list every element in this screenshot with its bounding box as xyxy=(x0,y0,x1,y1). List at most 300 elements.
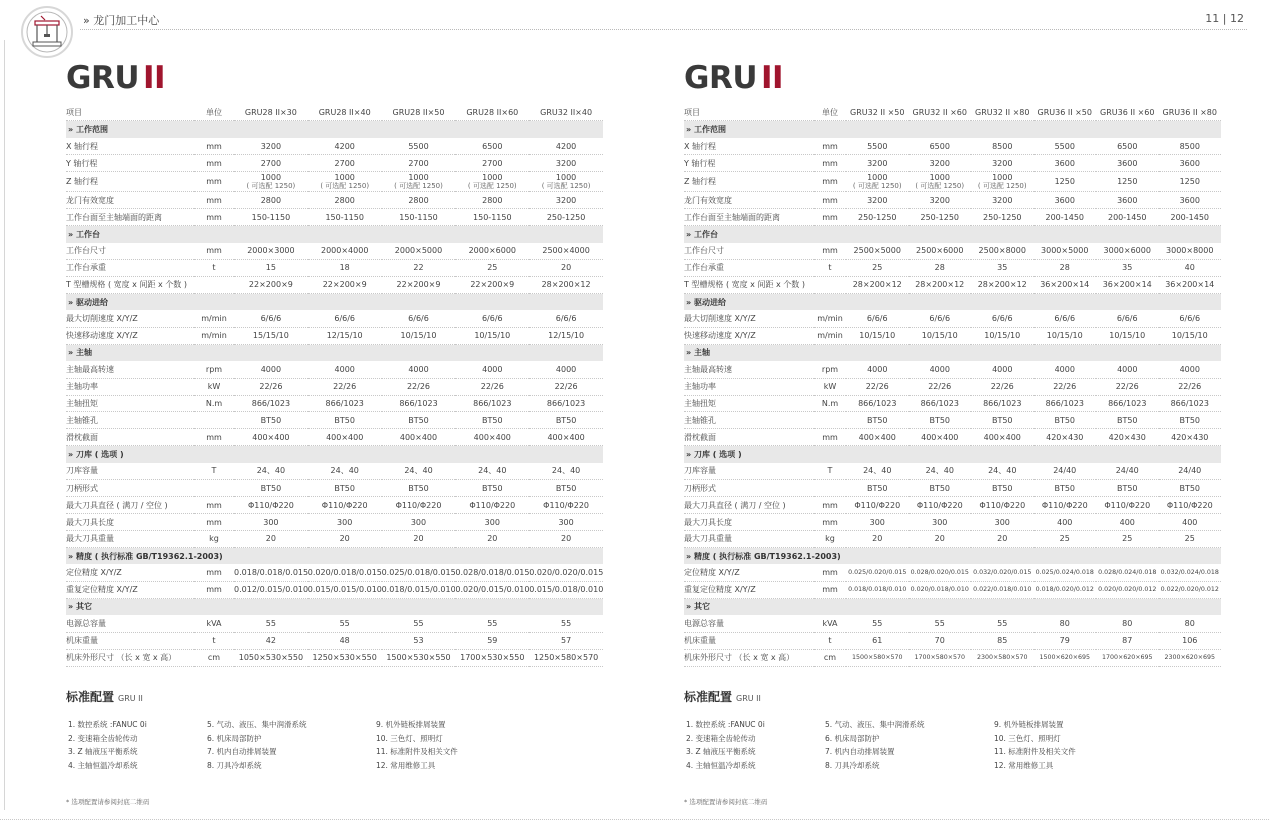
spec-label: 主轴扭矩 xyxy=(66,395,194,412)
spec-value-text: 0.020/0.020/0.012 xyxy=(1098,586,1157,594)
table-row xyxy=(66,514,603,531)
column-header: 单位 xyxy=(814,104,846,121)
spec-value-note: ( 可选配 1250) xyxy=(394,181,443,190)
spec-value-text: 4000 xyxy=(408,364,429,374)
spec-value-text: 866/1023 xyxy=(473,398,512,408)
table-row xyxy=(684,615,1221,632)
spec-label: 最大切削速度 X/Y/Z xyxy=(66,310,194,327)
spec-value-text: Φ110/Φ220 xyxy=(247,500,294,510)
spec-value xyxy=(1034,531,1097,548)
table-row xyxy=(684,327,1221,344)
spec-value xyxy=(455,632,529,649)
std-config-title xyxy=(684,688,761,705)
section-label: » 主轴 xyxy=(684,344,1221,361)
spec-unit: kg xyxy=(814,531,846,548)
spec-value-text: 36×200×14 xyxy=(1165,280,1215,290)
spec-value-text: 24、40 xyxy=(551,466,581,476)
spec-value-text: 24、40 xyxy=(863,466,892,476)
spec-value-text: 2000×3000 xyxy=(247,246,295,256)
table-row xyxy=(66,138,603,155)
table-row xyxy=(684,395,1221,412)
spec-label: X 轴行程 xyxy=(684,138,814,155)
spec-value xyxy=(971,192,1034,209)
spec-value-text: 55 xyxy=(934,618,945,628)
spec-value-text: 22/26 xyxy=(480,382,504,392)
spec-label: 工作台面至主轴端面的距离 xyxy=(684,209,814,226)
spec-value xyxy=(529,615,603,632)
spec-value xyxy=(1096,192,1159,209)
table-row xyxy=(66,429,603,446)
table-row xyxy=(684,260,1221,277)
spec-value xyxy=(529,531,603,548)
spec-value xyxy=(1159,395,1222,412)
spec-value-text: 3600 xyxy=(1179,158,1200,168)
spec-value xyxy=(308,412,382,429)
table-row xyxy=(66,209,603,226)
spec-value xyxy=(382,138,456,155)
spec-value xyxy=(846,564,909,581)
spec-value xyxy=(909,531,972,548)
spec-value xyxy=(455,531,529,548)
spec-value xyxy=(846,497,909,514)
spec-value xyxy=(846,327,909,344)
spec-value xyxy=(234,378,308,395)
spec-value xyxy=(1096,138,1159,155)
spec-value xyxy=(382,155,456,172)
spec-value xyxy=(1159,615,1222,632)
spec-value-text: 24、40 xyxy=(404,466,433,476)
spec-value-text: Φ110/Φ220 xyxy=(979,500,1026,510)
spec-value xyxy=(308,260,382,277)
spec-value-text: Φ110/Φ220 xyxy=(916,500,963,510)
section-header-row xyxy=(66,121,603,138)
section-label: » 工作台 xyxy=(66,226,603,243)
spec-value-text: 1700×530×550 xyxy=(460,653,525,663)
spec-value xyxy=(909,155,972,172)
spec-value-text: 1000 xyxy=(555,172,577,182)
spec-value-text: 300 xyxy=(932,517,948,527)
spec-label: Y 轴行程 xyxy=(66,155,194,172)
page-numbers: 11 | 12 xyxy=(1205,12,1244,25)
spec-value xyxy=(382,480,456,497)
spec-value-text: BT50 xyxy=(929,415,951,425)
spec-value-text: 3200 xyxy=(867,158,888,168)
spec-value-text: 3200 xyxy=(929,195,950,205)
spec-value xyxy=(1034,209,1097,226)
spec-value-text: 0.025/0.020/0.015 xyxy=(848,569,907,577)
title-roman: II xyxy=(761,60,784,96)
spec-value-text: 0.018/0.020/0.012 xyxy=(1035,586,1094,594)
spec-value-text: 20 xyxy=(265,534,276,544)
spec-value xyxy=(1159,327,1222,344)
spec-label: 主轴最高转速 xyxy=(684,361,814,378)
spec-value xyxy=(529,564,603,581)
spec-value-text: 106 xyxy=(1182,636,1198,646)
table-row xyxy=(684,378,1221,395)
table-row xyxy=(66,463,603,480)
spec-value xyxy=(846,192,909,209)
spec-value-text: 20 xyxy=(934,534,945,544)
spec-value xyxy=(455,276,529,293)
table-row xyxy=(684,581,1221,598)
spec-value-text: BT50 xyxy=(1116,483,1138,493)
spec-value xyxy=(382,378,456,395)
spec-value-text: 55 xyxy=(487,618,498,628)
spec-unit: m/min xyxy=(194,327,234,344)
spec-label: 龙门有效宽度 xyxy=(66,192,194,209)
spec-value-text: 3600 xyxy=(1054,158,1075,168)
spec-value-text: 300 xyxy=(994,517,1010,527)
spec-value xyxy=(909,581,972,598)
spec-value-text: 28 xyxy=(1059,263,1070,273)
spec-value xyxy=(971,480,1034,497)
spec-value xyxy=(234,632,308,649)
spec-value-note: ( 可选配 1250) xyxy=(246,181,296,190)
spec-label: 主轴功率 xyxy=(66,378,194,395)
spec-value-text: 2800 xyxy=(482,195,503,205)
spec-value xyxy=(1034,514,1097,531)
std-config-item: 5. 气动、液压、集中润滑系统 xyxy=(207,720,307,729)
spec-value xyxy=(308,209,382,226)
breadcrumb: » 龙门加工中心 xyxy=(83,14,160,27)
spec-label: 刀柄形式 xyxy=(66,480,194,497)
spec-value xyxy=(1159,260,1222,277)
std-config-heading: 标准配置 xyxy=(684,690,733,704)
spec-value-note: ( 可选配 1250) xyxy=(320,181,370,190)
std-config-item: 11. 标准附件及相关文件 xyxy=(994,747,1076,757)
spec-value xyxy=(1096,395,1159,412)
spec-label: 机床外形尺寸 （长 x 宽 x 高） xyxy=(684,649,814,666)
spec-value-text: 3200 xyxy=(260,141,282,151)
spec-value xyxy=(455,361,529,378)
spec-value xyxy=(846,463,909,480)
spec-value-text: 22×200×9 xyxy=(248,280,293,290)
spec-value-text: 2500×4000 xyxy=(542,246,590,256)
spec-unit: rpm xyxy=(814,361,846,378)
spec-value xyxy=(1096,412,1159,429)
spec-value xyxy=(308,192,382,209)
table-row xyxy=(684,243,1221,260)
spec-value xyxy=(1034,378,1097,395)
spec-value-text: 36×200×14 xyxy=(1102,280,1152,290)
section-header-row xyxy=(684,344,1221,361)
spec-value xyxy=(455,260,529,277)
spec-value-text: 6/6/6 xyxy=(866,314,888,324)
spec-value-text: 1500×620×695 xyxy=(1039,654,1091,662)
spec-value-text: 3200 xyxy=(867,195,888,205)
spec-value-text: 80 xyxy=(1059,618,1070,628)
spec-value xyxy=(308,581,382,598)
std-config-item: 11. 标准附件及相关文件 xyxy=(376,747,458,757)
spec-value xyxy=(971,632,1034,649)
spec-value-text: 42 xyxy=(265,636,276,646)
spec-value-text: 400×400 xyxy=(326,432,364,442)
spec-unit: mm xyxy=(194,514,234,531)
section-header-row xyxy=(66,226,603,243)
spec-value-text: 3200 xyxy=(992,158,1013,168)
spec-value-text: 250-1250 xyxy=(982,212,1022,222)
spec-value xyxy=(234,531,308,548)
spec-value xyxy=(846,395,909,412)
spec-value-text: 55 xyxy=(872,618,883,628)
std-config-item: 10. 三色灯、照明灯 xyxy=(376,733,443,743)
model-column-header: GRU36 II ×80 xyxy=(1159,104,1222,121)
spec-value xyxy=(1034,155,1097,172)
model-column-header: GRU32 II×40 xyxy=(529,104,603,121)
model-column-header: GRU28 II×30 xyxy=(234,104,308,121)
spec-value-text: 24/40 xyxy=(1115,466,1139,476)
table-row xyxy=(66,497,603,514)
table-row xyxy=(66,243,603,260)
spec-value-text: BT50 xyxy=(1179,415,1201,425)
spec-value-text: 20 xyxy=(872,534,883,544)
spec-value-text: 400 xyxy=(1119,517,1135,527)
spec-value-text: 28×200×12 xyxy=(852,280,902,290)
spec-value-text: BT50 xyxy=(1054,483,1076,493)
spec-unit: mm xyxy=(814,172,846,192)
spec-label: 机床外形尺寸 （长 x 宽 x 高） xyxy=(66,649,194,666)
spec-value xyxy=(1096,260,1159,277)
spec-value-text: Φ110/Φ220 xyxy=(543,500,589,510)
spec-value-text: 3600 xyxy=(1179,195,1200,205)
spec-value xyxy=(308,649,382,666)
spec-value xyxy=(1159,361,1222,378)
spec-value xyxy=(971,155,1034,172)
spec-value-text: 0.022/0.018/0.010 xyxy=(973,586,1032,594)
spec-value-text: 5500 xyxy=(408,141,429,151)
spec-value xyxy=(455,480,529,497)
spec-value-text: 0.015/0.015/0.010 xyxy=(307,585,382,595)
spec-value xyxy=(1096,581,1159,598)
spec-unit: mm xyxy=(814,192,846,209)
spec-value-text: BT50 xyxy=(866,483,888,493)
spec-value-text: 6500 xyxy=(929,141,950,151)
spec-value xyxy=(1034,138,1097,155)
spec-label: 滑枕截面 xyxy=(684,429,814,446)
spec-value-text: 0.018/0.015/0.010 xyxy=(381,585,456,595)
spec-value xyxy=(529,480,603,497)
spec-value-text: 1000 xyxy=(867,172,888,182)
column-header: 单位 xyxy=(194,104,234,121)
spec-value-text: 250-1250 xyxy=(920,212,959,222)
spec-value xyxy=(234,327,308,344)
spec-value xyxy=(308,327,382,344)
spec-value xyxy=(1159,463,1222,480)
spec-value xyxy=(1096,632,1159,649)
spec-value xyxy=(971,463,1034,480)
spec-value-text: 0.018/0.018/0.015 xyxy=(234,568,308,578)
spec-unit: mm xyxy=(814,209,846,226)
table-header-row xyxy=(66,104,603,121)
spec-value-note: ( 可选配 1250) xyxy=(915,181,965,190)
spec-value xyxy=(382,209,456,226)
spec-value-text: 866/1023 xyxy=(1170,398,1209,408)
spec-value-text: 80 xyxy=(1184,618,1195,628)
spec-value-text: BT50 xyxy=(929,483,951,493)
spec-value xyxy=(1034,412,1097,429)
spec-value-text: 22×200×9 xyxy=(322,280,367,290)
spec-value-text: 24/40 xyxy=(1053,466,1077,476)
std-config-item: 7. 机内自动排屑装置 xyxy=(207,747,277,757)
spec-value xyxy=(1159,531,1222,548)
spec-value xyxy=(1096,276,1159,293)
spec-value xyxy=(234,192,308,209)
spec-unit: kg xyxy=(194,531,234,548)
spec-value xyxy=(1034,192,1097,209)
spec-value-text: 1700×580×570 xyxy=(914,654,966,662)
spec-value xyxy=(455,327,529,344)
spec-value-text: 300 xyxy=(337,517,353,527)
spec-value xyxy=(1159,581,1222,598)
spec-unit: mm xyxy=(814,497,846,514)
spec-value xyxy=(308,632,382,649)
spec-unit: mm xyxy=(814,429,846,446)
spec-page-right xyxy=(684,60,1224,667)
spec-value xyxy=(234,138,308,155)
page-title xyxy=(684,60,1224,96)
spec-value xyxy=(971,531,1034,548)
spec-value-text: 8500 xyxy=(992,141,1013,151)
spec-value-text: 0.028/0.024/0.018 xyxy=(1098,569,1157,577)
spec-value-text: 15/15/10 xyxy=(252,331,289,341)
spec-value xyxy=(234,649,308,666)
spec-unit: mm xyxy=(814,138,846,155)
spec-label: 最大刀具直径 ( 满刀 / 空位 ) xyxy=(66,497,194,514)
spec-value-text: 24、40 xyxy=(330,466,359,476)
spec-value xyxy=(1096,327,1159,344)
std-config-list xyxy=(686,718,1226,774)
spec-value xyxy=(1034,497,1097,514)
spec-value xyxy=(1034,632,1097,649)
spec-value xyxy=(234,172,308,192)
spec-value-text: 3200 xyxy=(555,158,577,168)
table-row xyxy=(66,276,603,293)
spec-value-text: 48 xyxy=(339,636,350,646)
table-row xyxy=(66,155,603,172)
spec-value xyxy=(1159,155,1222,172)
spec-value xyxy=(308,564,382,581)
spec-value xyxy=(909,172,972,192)
spec-value-text: 866/1023 xyxy=(920,398,959,408)
spec-value xyxy=(1096,615,1159,632)
spec-value-text: 1250 xyxy=(1179,176,1200,186)
spec-value xyxy=(1096,497,1159,514)
spec-value-text: 10/15/10 xyxy=(1171,331,1208,341)
spec-value-text: BT50 xyxy=(1116,415,1138,425)
spec-value xyxy=(1034,276,1097,293)
spec-label: X 轴行程 xyxy=(66,138,194,155)
spec-unit xyxy=(814,480,846,497)
spec-value-text: Φ110/Φ220 xyxy=(469,500,516,510)
spec-value-text: 866/1023 xyxy=(858,398,897,408)
table-row xyxy=(66,564,603,581)
spec-value-text: 79 xyxy=(1059,636,1070,646)
spec-value-text: 22×200×9 xyxy=(470,280,515,290)
spec-unit: kVA xyxy=(194,615,234,632)
spec-value xyxy=(1159,514,1222,531)
spec-value-text: 150-1150 xyxy=(473,212,512,222)
section-label: » 其它 xyxy=(684,598,1221,615)
section-header-row xyxy=(66,344,603,361)
spec-value-text: 300 xyxy=(263,517,279,527)
spec-value xyxy=(971,138,1034,155)
spec-value-text: 0.020/0.018/0.010 xyxy=(910,586,969,594)
spec-value xyxy=(909,209,972,226)
std-config-item: 3. Z 轴液压平衡系统 xyxy=(68,747,138,757)
spec-value-text: 0.020/0.020/0.015 xyxy=(529,568,603,578)
column-header: 项目 xyxy=(684,104,814,121)
spec-value-text: 22/26 xyxy=(406,382,431,392)
spec-label: 最大刀具长度 xyxy=(66,514,194,531)
table-row xyxy=(684,564,1221,581)
spec-value xyxy=(1159,192,1222,209)
table-row xyxy=(684,463,1221,480)
spec-value-text: 6/6/6 xyxy=(555,314,577,324)
spec-value xyxy=(971,260,1034,277)
spec-value xyxy=(382,192,456,209)
spec-value xyxy=(529,361,603,378)
spec-value xyxy=(971,243,1034,260)
spec-value xyxy=(1034,395,1097,412)
std-config-item: 8. 刀具冷却系统 xyxy=(207,761,262,771)
spec-value xyxy=(909,327,972,344)
spec-value-text: 87 xyxy=(1122,636,1133,646)
spec-value xyxy=(382,581,456,598)
spec-value-text: 28 xyxy=(934,263,945,273)
spec-value-text: 12/15/10 xyxy=(548,331,585,341)
spec-value xyxy=(308,172,382,192)
spec-value xyxy=(382,172,456,192)
spec-value-text: 22/26 xyxy=(1178,382,1202,392)
table-row xyxy=(684,632,1221,649)
spec-value-text: 35 xyxy=(997,263,1008,273)
spec-value-text: 4000 xyxy=(1054,364,1075,374)
std-config-item: 9. 机外链板排屑装置 xyxy=(376,720,446,729)
section-header-row xyxy=(66,598,603,615)
spec-value-text: 0.020/0.015/0.010 xyxy=(455,585,530,595)
spec-value-note: ( 可选配 1250) xyxy=(852,181,902,190)
spec-label: 刀柄形式 xyxy=(684,480,814,497)
spec-value-text: 3200 xyxy=(992,195,1013,205)
spec-unit: mm xyxy=(194,581,234,598)
section-label: » 刀库 ( 选项 ) xyxy=(66,446,603,463)
spec-value-text: 10/15/10 xyxy=(474,331,511,341)
section-label: » 驱动进给 xyxy=(684,293,1221,310)
spec-value-text: BT50 xyxy=(991,483,1013,493)
spec-value xyxy=(971,276,1034,293)
spec-value xyxy=(846,172,909,192)
spec-unit: mm xyxy=(814,514,846,531)
spec-value-text: 0.015/0.018/0.010 xyxy=(529,585,603,595)
spec-value xyxy=(846,260,909,277)
spec-value-text: 1250 xyxy=(1117,176,1138,186)
spec-value-text: 35 xyxy=(1122,263,1133,273)
spec-value-text: 22/26 xyxy=(554,382,578,392)
spec-value-text: 1000 xyxy=(929,172,950,182)
table-row xyxy=(66,327,603,344)
section-label: » 刀库 ( 选项 ) xyxy=(684,446,1221,463)
page-title xyxy=(66,60,606,96)
spec-value xyxy=(846,155,909,172)
spec-value xyxy=(846,378,909,395)
spec-value xyxy=(382,429,456,446)
spec-value-text: 4000 xyxy=(555,364,577,374)
spec-unit: mm xyxy=(814,564,846,581)
spec-value xyxy=(1034,564,1097,581)
spec-unit xyxy=(194,480,234,497)
spec-value xyxy=(382,632,456,649)
section-header-row xyxy=(66,547,603,564)
